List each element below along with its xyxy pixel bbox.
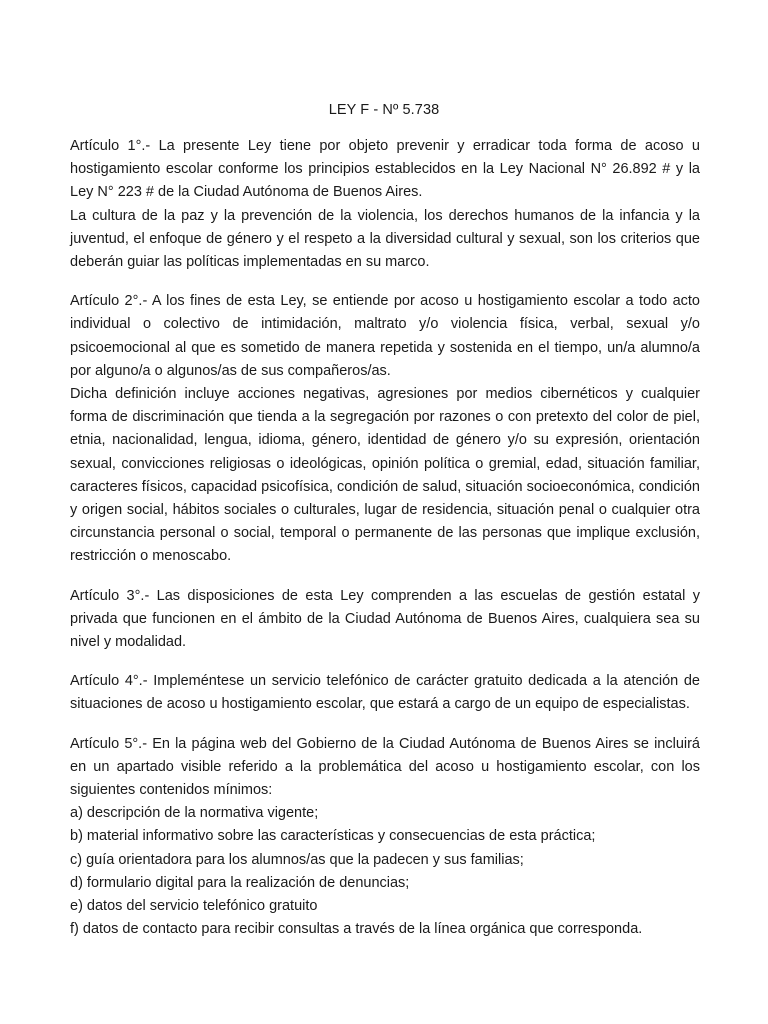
article-paragraph: Artículo 5°.- En la página web del Gobierno de la Ciudad Autónoma de Buenos Aires se incluirá en un apartado visible referido a la problemática del acoso u hostigamiento escolar, con los siguientes contenidos mínimos: [70,735,700,799]
article-paragraph: Artículo 2°.- A los fines de esta Ley, se entiende por acoso u hostigamiento escolar a todo acto individual o colectivo de intimidación, maltrato y/o violencia física, verbal, sexual y/o psicoemocional al que es sometido de manera repetida y sostenida en el tiempo, un/a alumno/a por alguno/a o algunos/as de sus compañeros/as. [70,293,700,379]
article-paragraph: Artículo 3°.- Las disposiciones de esta Ley comprenden a las escuelas de gestión estatal y privada que funcionen en el ámbito de la Ciudad Autónoma de Buenos Aires, cualquiera sea su nivel y modalidad. [70,587,700,651]
list-item: d) formulario digital para la realización de denuncias; [70,874,410,891]
article-2 [70,290,700,568]
document-title: LEY F - Nº 5.738 [328,102,440,118]
article-4 [70,670,700,716]
list-item: a) descripción de la normativa vigente; [70,805,319,822]
article-paragraph: La cultura de la paz y la prevención de la violencia, los derechos humanos de la infancia y la juventud, el enfoque de género y el respeto a la diversidad cultural y sexual, son los criterios que deberán guiar las políticas implementadas en su marco. [70,207,700,271]
list-item: c) guía orientadora para los alumnos/as que la padecen y sus familias; [70,851,524,868]
article-1 [70,135,700,274]
list-item: e) datos del servicio telefónico gratuito [70,898,318,915]
list-item: f) datos de contacto para recibir consultas a través de la línea orgánica que corresponda. [70,921,643,938]
list-item: b) material informativo sobre las características y consecuencias de esta práctica; [70,828,596,845]
article-paragraph: Artículo 4°.- Impleméntese un servicio telefónico de carácter gratuito dedicada a la atención de situaciones de acoso u hostigamiento escolar, que estará a cargo de un equipo de especialistas. [70,673,700,713]
article-paragraph: Artículo 1°.- La presente Ley tiene por objeto prevenir y erradicar toda forma de acoso u hostigamiento escolar conforme los principios establecidos en la Ley Nacional N° 26.892 # y la Ley N° 223 # de la Ciudad Autónoma de Buenos Aires. [70,138,700,201]
article-5 [70,733,700,942]
article-3 [70,585,700,655]
document-body [70,135,700,958]
article-paragraph: Dicha definición incluye acciones negativas, agresiones por medios cibernéticos y cualquier forma de discriminación que tienda a la segregación por razones o con pretexto del color de piel, etnia, nacionalidad, lengua, idioma, género, identidad de género y/o su expresión, orientación sexual, convicciones religiosas o ideológicas, opinión política o gremial, edad, situación familiar, caracteres físicos, capacidad psicofísica, condición de salud, situación socioeconómica, condición y origen social, hábitos sociales o culturales, lugar de residencia, situación penal o cualquier otra circunstancia personal o social, temporal o permanente de las personas que implique exclusión, restricción o menoscabo. [70,386,700,565]
